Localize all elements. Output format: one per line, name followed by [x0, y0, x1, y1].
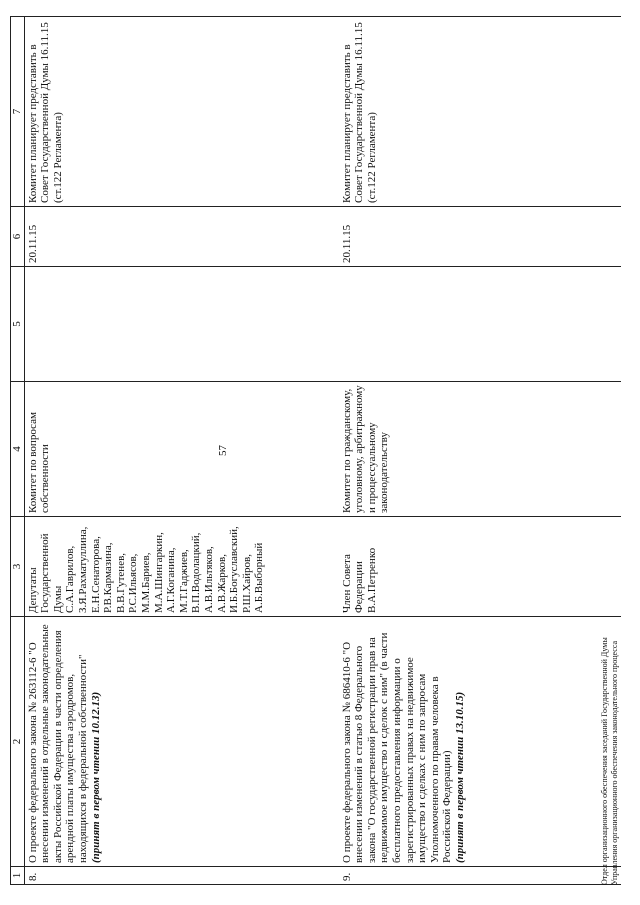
col-header: 1	[11, 867, 25, 885]
author-name: А.Г.Коганина,	[165, 547, 178, 613]
authors-cell	[339, 517, 621, 617]
author-name: И.Б.Богуславский,	[228, 526, 241, 613]
author-name: В.А.Петренко	[365, 547, 378, 613]
committee: Комитет по вопросам собственности	[24, 382, 339, 517]
bill-title: О проекте федерального закона № 686410-6 "О внесении изменений в статью 8 Федерального закона "О государственной регистрации прав на недвижимое имущество и сделок с ним" (в части бесплатного предоставления информации о зарегистрированных правах на недвижимое имущество и сделках с ним по запросам Уполномоченного по правам человека в Российской Федерации)	[340, 632, 454, 863]
page-number: 57	[217, 445, 229, 456]
author-name: Р.Ш.Хайров,	[240, 554, 253, 613]
bill-cell	[339, 617, 621, 867]
author-name: Р.В.Кармазина,	[102, 542, 115, 613]
footer-line: Отдел организационного обеспечения заседаний Государственной Думы	[600, 637, 609, 885]
column-5-cell	[24, 267, 339, 382]
reading-note: (принят в первом чтении 10.12.13)	[89, 691, 102, 863]
col-header: 5	[11, 267, 25, 382]
bill-title: О проекте федерального закона № 263112-6 "О внесении изменений в отдельные законодательные акты Российской Федерации в части определения арендной платы имущества аэродромов, находящихся в федеральной собственности"	[26, 624, 89, 863]
column-5-cell	[339, 267, 621, 382]
author-name: М.М.Бариев,	[139, 552, 152, 613]
plan-cell: Комитет планирует представить в Совет Государственной Думы 16.11.15 (ст.122 Регламента)	[24, 17, 339, 207]
col-header: 7	[11, 17, 25, 207]
author-name: М.А.Шингаркин,	[152, 532, 165, 613]
header-row	[11, 17, 25, 885]
author-name: Федерации	[353, 561, 366, 613]
reading-note: (принят в первом чтении 13.10.15)	[453, 691, 466, 863]
committee: Комитет по гражданскому, уголовному, арбитражному и процессуальному законодательству	[339, 382, 621, 517]
col-header: 3	[11, 517, 25, 617]
date-cell: 20.11.15	[339, 207, 621, 267]
author-name: Член Совета	[340, 554, 353, 613]
date-cell: 20.11.15	[24, 207, 339, 267]
author-name: А.В.Жарков,	[215, 554, 228, 613]
plan-cell: Комитет планирует представить в Совет Государственной Думы 16.11.15 (ст.122 Регламента)	[339, 17, 621, 207]
col-header: 4	[11, 382, 25, 517]
author-name: Р.С.Ильясов,	[127, 553, 140, 613]
table-row	[24, 17, 339, 885]
col-header: 2	[11, 617, 25, 867]
authors-list	[341, 520, 379, 613]
col-header: 6	[11, 207, 25, 267]
author-name: З.Я.Рахматуллина,	[76, 526, 89, 613]
author-name: М.Т.Гаджиев,	[177, 549, 190, 613]
author-name: Думы	[51, 585, 64, 613]
row-number: 9.	[339, 867, 621, 885]
legislation-table	[10, 16, 621, 885]
author-name: А.Б.Выборный	[253, 542, 266, 613]
author-name: А.В.Ильтяков,	[202, 546, 215, 613]
author-name: Депутаты	[26, 567, 39, 613]
row-number: 8.	[24, 867, 339, 885]
author-name: Е.Н.Сенаторова,	[89, 536, 102, 613]
footer-line: Управления организационного обеспечения законодательного процесса	[609, 640, 619, 885]
author-name: Государственной	[39, 533, 52, 613]
bill-cell	[24, 617, 339, 867]
footer	[600, 637, 619, 885]
authors-list	[27, 520, 266, 613]
authors-cell	[24, 517, 339, 617]
table-row	[339, 17, 621, 885]
author-name: В.В.Гутенев,	[114, 552, 127, 613]
author-name: В.П.Водолацкий,	[190, 532, 203, 613]
author-name: С.А.Гаврилов,	[64, 545, 77, 613]
